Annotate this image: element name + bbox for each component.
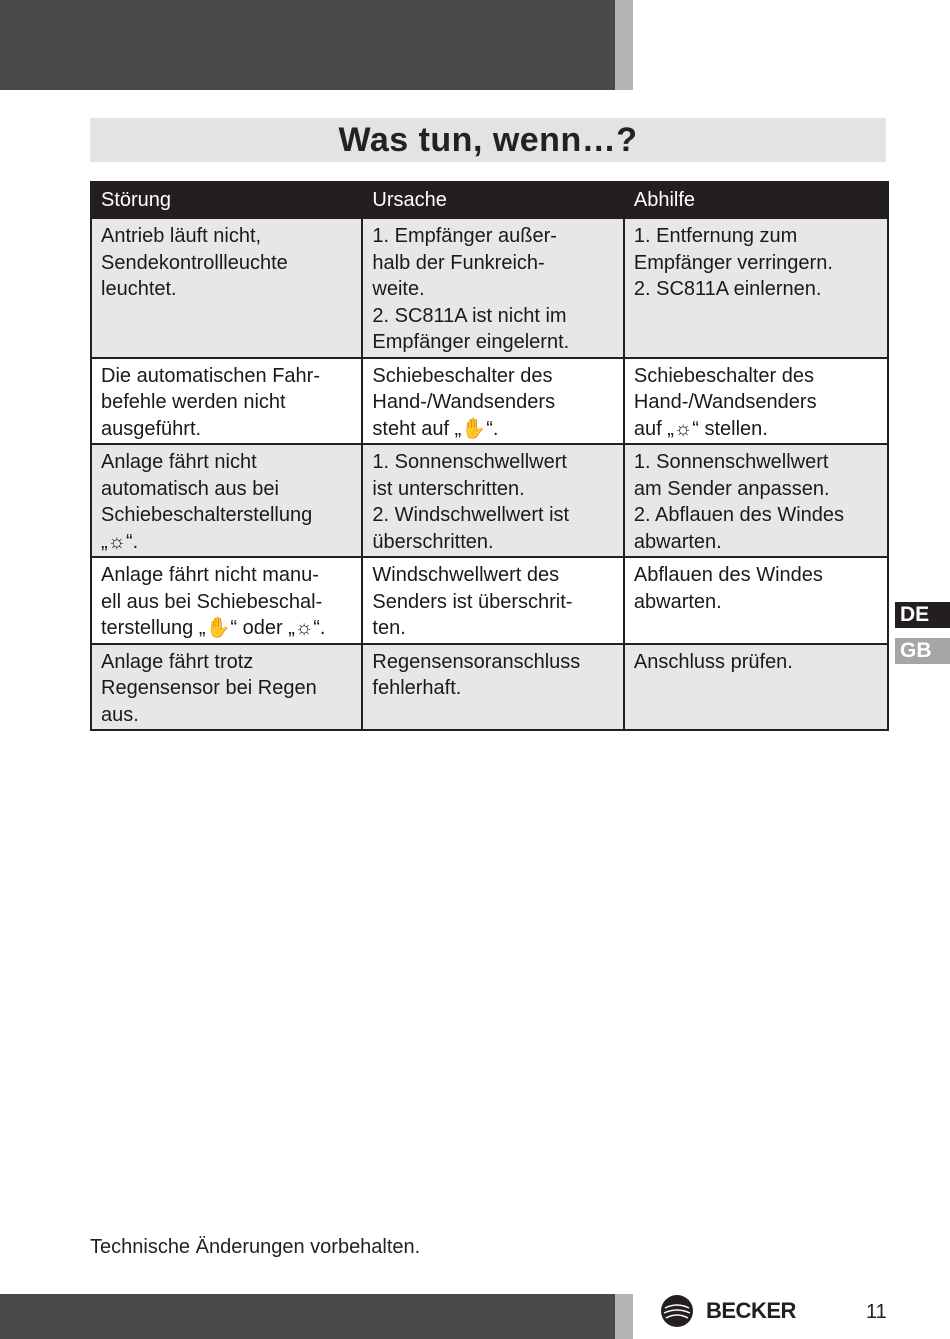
cell-text-line: ausgeführt. — [101, 417, 202, 440]
page-number: 11 — [866, 1301, 887, 1323]
cell-text-line: Schiebeschalter des — [633, 364, 814, 387]
cell-text-line: Senders ist überschrit- — [372, 590, 573, 613]
header-ursache: Ursache — [362, 181, 624, 218]
cell-abhilfe — [624, 218, 888, 358]
cell-text-line: befehle werden nicht — [101, 391, 286, 413]
brand-name: BECKER — [706, 1298, 796, 1323]
cell-text-line: leuchtet. — [101, 278, 177, 300]
cell-text-line: ist unterschritten. — [372, 477, 525, 500]
language-tab-gb[interactable]: GB — [895, 638, 950, 664]
cell-stoerung — [91, 218, 362, 358]
cell-text-line: weite. — [372, 278, 425, 300]
cell-stoerung — [91, 358, 362, 445]
footer-note: Technische Änderungen vorbehalten. — [90, 1236, 421, 1258]
cell-text-line: 2. SC811A einlernen. — [633, 278, 822, 300]
cell-text-line: Anlage fährt nicht manu- — [101, 564, 319, 586]
cell-ursache — [362, 644, 624, 731]
table-header-row — [91, 181, 888, 218]
cell-ursache — [362, 444, 624, 557]
cell-text-line: Schiebeschalter des — [372, 364, 553, 387]
cell-text-line: auf „☼“ stellen. — [633, 417, 768, 440]
cell-text-line: abwarten. — [633, 590, 722, 613]
cell-abhilfe — [624, 557, 888, 644]
table-row — [91, 218, 888, 358]
cell-text-line: 1. Sonnenschwellwert — [372, 451, 567, 473]
cell-text-line: Windschwellwert des — [372, 564, 560, 586]
header-stoerung: Störung — [91, 181, 362, 218]
cell-text-line: „☼“. — [101, 530, 139, 553]
header-abhilfe: Abhilfe — [624, 181, 888, 218]
cell-text-line: 1. Entfernung zum — [633, 225, 798, 247]
cell-text-line: Anschluss prüfen. — [633, 650, 793, 673]
cell-stoerung — [91, 444, 362, 557]
cell-text-line: Antrieb läuft nicht, — [101, 225, 262, 247]
cell-text-line: steht auf „✋“. — [372, 417, 499, 440]
cell-text-line: Sendekontrollleuchte — [101, 251, 288, 274]
cell-ursache — [362, 218, 624, 358]
cell-text-line: überschritten. — [372, 530, 494, 553]
cell-abhilfe — [624, 644, 888, 731]
troubleshooting-table — [90, 181, 889, 731]
footer-bar — [0, 1294, 615, 1339]
table-row — [91, 444, 888, 557]
cell-text-line: Anlage fährt trotz — [101, 650, 254, 673]
cell-text-line: ten. — [372, 617, 406, 639]
cell-text-line: Regensensoranschluss — [372, 650, 581, 673]
cell-text-line: Die automatischen Fahr- — [101, 364, 320, 387]
cell-text-line: 2. Windschwellwert ist — [372, 504, 570, 526]
cell-text-line: Abflauen des Windes — [633, 564, 823, 586]
cell-text-line: automatisch aus bei — [101, 477, 279, 500]
becker-logo-icon — [660, 1294, 694, 1328]
cell-text-line: Hand-/Wandsenders — [633, 391, 817, 413]
cell-text-line: Schiebeschalterstellung — [101, 504, 313, 526]
cell-text-line: halb der Funkreich- — [372, 251, 545, 274]
table-row — [91, 644, 888, 731]
becker-logo — [660, 1294, 796, 1328]
language-tab-de[interactable]: DE — [895, 602, 950, 628]
cell-text-line: ell aus bei Schiebeschal- — [101, 590, 323, 613]
cell-text-line: Empfänger verringern. — [633, 251, 833, 274]
page-title: Was tun, wenn…? — [338, 120, 638, 159]
table-row — [91, 557, 888, 644]
cell-abhilfe — [624, 358, 888, 445]
cell-stoerung — [91, 644, 362, 731]
cell-text-line: 1. Sonnenschwellwert — [633, 451, 829, 473]
cell-text-line: Anlage fährt nicht — [101, 451, 257, 473]
cell-text-line: abwarten. — [633, 530, 722, 553]
cell-ursache — [362, 557, 624, 644]
title-banner — [90, 118, 886, 162]
footer-bar-edge — [615, 1294, 633, 1339]
cell-text-line: Empfänger eingelernt. — [372, 331, 570, 353]
cell-text-line: am Sender anpassen. — [633, 477, 830, 500]
cell-text-line: fehlerhaft. — [372, 677, 462, 699]
cell-stoerung — [91, 557, 362, 644]
cell-abhilfe — [624, 444, 888, 557]
header-bar — [0, 0, 615, 90]
cell-ursache — [362, 358, 624, 445]
cell-text-line: 2. Abflauen des Windes — [633, 504, 845, 526]
table-row — [91, 358, 888, 445]
header-bar-edge — [615, 0, 633, 90]
cell-text-line: aus. — [101, 703, 139, 726]
cell-text-line: 2. SC811A ist nicht im — [372, 304, 567, 327]
cell-text-line: Regensensor bei Regen — [101, 677, 317, 699]
cell-text-line: Hand-/Wandsenders — [372, 391, 556, 413]
cell-text-line: terstellung „✋“ oder „☼“. — [101, 617, 326, 639]
cell-text-line: 1. Empfänger außer- — [372, 225, 557, 247]
